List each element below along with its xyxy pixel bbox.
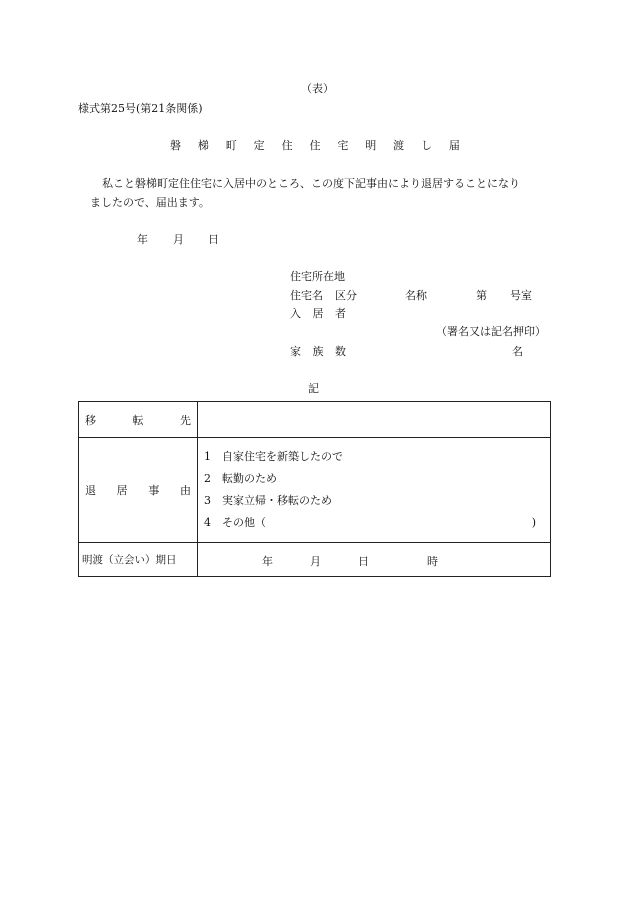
family-char: 数 — [335, 345, 346, 358]
reason-char: 事 — [148, 484, 160, 497]
people-unit: 名 — [512, 345, 523, 358]
reason-label-cell — [79, 438, 198, 543]
housing-name-label: 住宅名 — [290, 289, 323, 302]
reason-text: 自家住宅を新築したので — [222, 450, 343, 463]
title-char: 梯 — [197, 139, 209, 152]
family-char: 家 — [290, 345, 301, 358]
title-char: 渡 — [393, 139, 405, 152]
signature-note: （署名又は記名押印） — [436, 325, 546, 338]
number-prefix: 第 — [476, 289, 487, 302]
destination-label-cell — [79, 402, 198, 438]
record-table — [78, 401, 551, 577]
reason-number: 1 — [204, 450, 211, 463]
statement-line-1: 私こと磐梯町定住住宅に入居中のところ、この度下記事由により退居することになり — [102, 177, 520, 190]
reason-number: 2 — [204, 472, 211, 485]
title-char: 宅 — [337, 139, 349, 152]
title-char: 住 — [309, 139, 321, 152]
destination-char: 移 — [85, 413, 96, 427]
handover-label-cell: 明渡（立会い）期日 — [79, 543, 198, 577]
record-heading: 記 — [308, 382, 319, 395]
title-char: 磐 — [170, 139, 181, 152]
reason-char: 由 — [179, 484, 191, 497]
name-label: 名称 — [405, 289, 427, 302]
destination-value-cell[interactable] — [198, 402, 551, 438]
date-month-label: 月 — [173, 233, 184, 246]
title-char: 届 — [448, 139, 460, 152]
table-row — [79, 438, 551, 543]
reason-options-cell — [198, 438, 551, 543]
title-char: 明 — [365, 139, 377, 152]
destination-char: 先 — [180, 413, 191, 427]
resident-char: 居 — [312, 307, 324, 320]
reason-char: 居 — [116, 484, 128, 497]
title-char: 定 — [253, 139, 265, 152]
reason-close-paren: ) — [531, 516, 536, 529]
family-char: 族 — [312, 345, 324, 358]
housing-location-label: 住宅所在地 — [290, 270, 345, 283]
handover-day-label: 日 — [358, 555, 369, 568]
reason-option[interactable] — [204, 446, 544, 468]
reason-text: その他（ — [222, 516, 266, 529]
category-label: 区分 — [335, 289, 357, 302]
reason-text: 転勤のため — [222, 472, 277, 485]
resident-char: 入 — [290, 307, 301, 320]
reason-option[interactable] — [204, 468, 544, 490]
side-label: （表） — [301, 82, 334, 95]
handover-year-label: 年 — [262, 555, 273, 568]
reason-char: 退 — [85, 484, 96, 497]
table-row — [79, 402, 551, 438]
statement-line-2: ましたので、届出ます。 — [90, 196, 210, 209]
reason-option[interactable] — [204, 490, 544, 512]
resident-char: 者 — [335, 307, 346, 320]
date-year-label: 年 — [137, 233, 148, 246]
room-label: 号室 — [510, 289, 532, 302]
resident-label — [290, 305, 346, 321]
reason-number: 4 — [204, 516, 211, 529]
reason-text: 実家立帰・移転のため — [222, 494, 332, 507]
handover-date-cell[interactable] — [198, 543, 551, 577]
family-count-label — [290, 343, 346, 359]
form-number: 様式第25号(第21条関係) — [78, 102, 203, 115]
title-char: 町 — [225, 139, 237, 152]
table-row — [79, 543, 551, 577]
title-char: 住 — [281, 139, 293, 152]
title-char: し — [421, 139, 433, 152]
handover-month-label: 月 — [310, 555, 321, 568]
date-day-label: 日 — [208, 233, 219, 246]
reason-option[interactable] — [204, 512, 544, 534]
reason-number: 3 — [204, 494, 211, 507]
destination-char: 転 — [132, 413, 144, 427]
handover-hour-label: 時 — [427, 555, 438, 568]
document-title — [170, 137, 460, 153]
